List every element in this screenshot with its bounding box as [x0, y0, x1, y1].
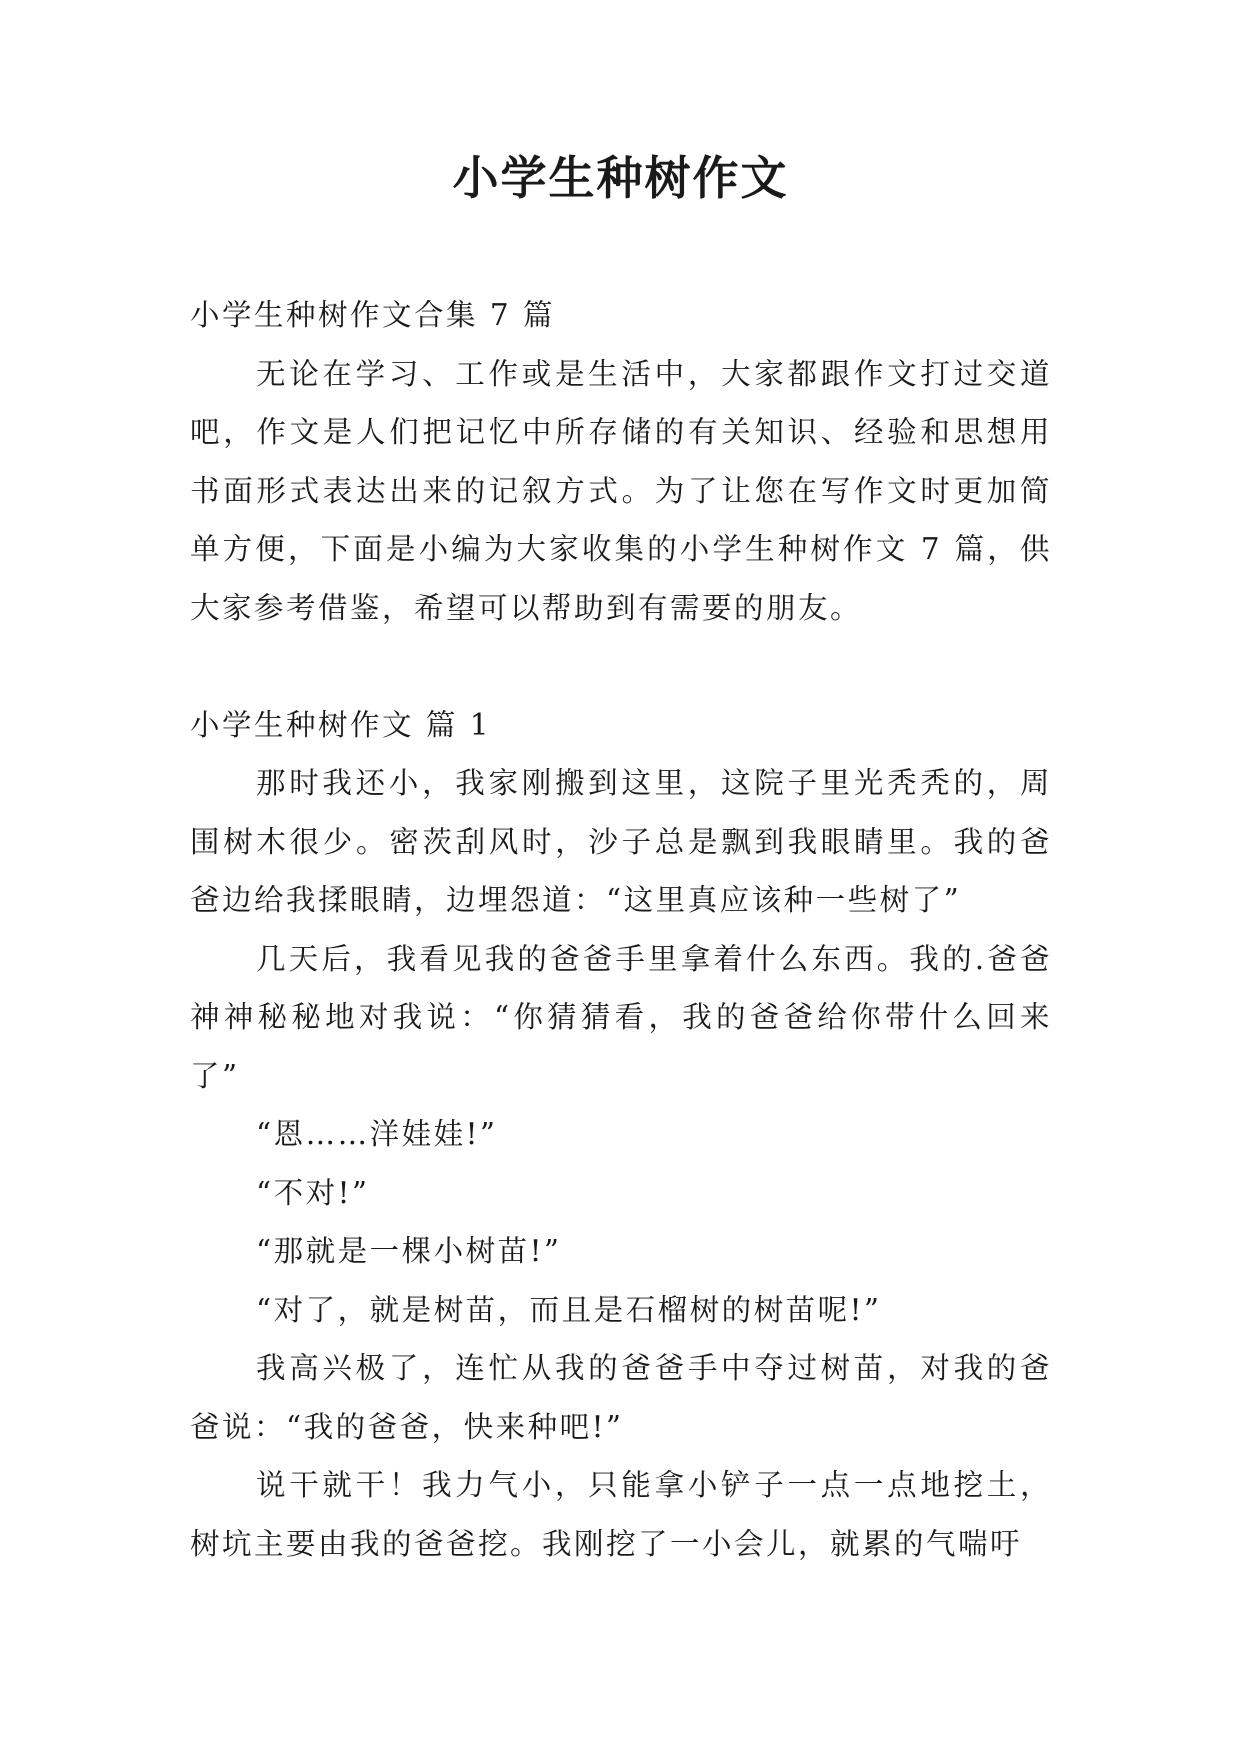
body-paragraph: 我高兴极了，连忙从我的爸爸手中夺过树苗，对我的爸爸说：“我的爸爸，快来种吧!” [190, 1351, 1052, 1444]
section-heading: 小学生种树作文 篇 1 [190, 707, 492, 742]
body-paragraph: 说干就干！我力气小，只能拿小铲子一点一点地挖土，树坑主要由我的爸爸挖。我刚挖了一小会儿，就累的气喘吁 [190, 1468, 1052, 1561]
section-spacer [190, 637, 1052, 696]
dialogue-line: “恩……洋娃娃!” [256, 1117, 498, 1151]
body-paragraph: 几天后，我看见我的爸爸手里拿着什么东西。我的.爸爸神神秘秘地对我说：“你猜猜看，我的爸爸给你带什么回来了” [190, 941, 1052, 1093]
dialogue-line: “那就是一棵小树苗!” [256, 1234, 562, 1268]
document-title: 小学生种树作文 [452, 151, 789, 205]
document-body [190, 286, 1052, 1573]
dialogue-line: “不对!” [256, 1175, 370, 1210]
dialogue-line: “对了，就是树苗，而且是石榴树的树苗呢!” [256, 1292, 882, 1327]
collection-heading: 小学生种树作文合集 7 篇 [190, 298, 556, 332]
intro-paragraph: 无论在学习、工作或是生活中，大家都跟作文打过交道吧，作文是人们把记忆中所存储的有关知识、经验和思想用书面形式表达出来的记叙方式。为了让您在写作文时更加简单方便，下面是小编为大家收集的小学生种树作文 7 篇，供大家参考借鉴，希望可以帮助到有需要的朋友。 [190, 356, 1052, 625]
body-paragraph: 那时我还小，我家刚搬到这里，这院子里光秃秃的，周围树木很少。密茨刮风时，沙子总是飘到我眼睛里。我的爸爸边给我揉眼睛，边埋怨道：“这里真应该种一些树了” [190, 766, 1052, 917]
